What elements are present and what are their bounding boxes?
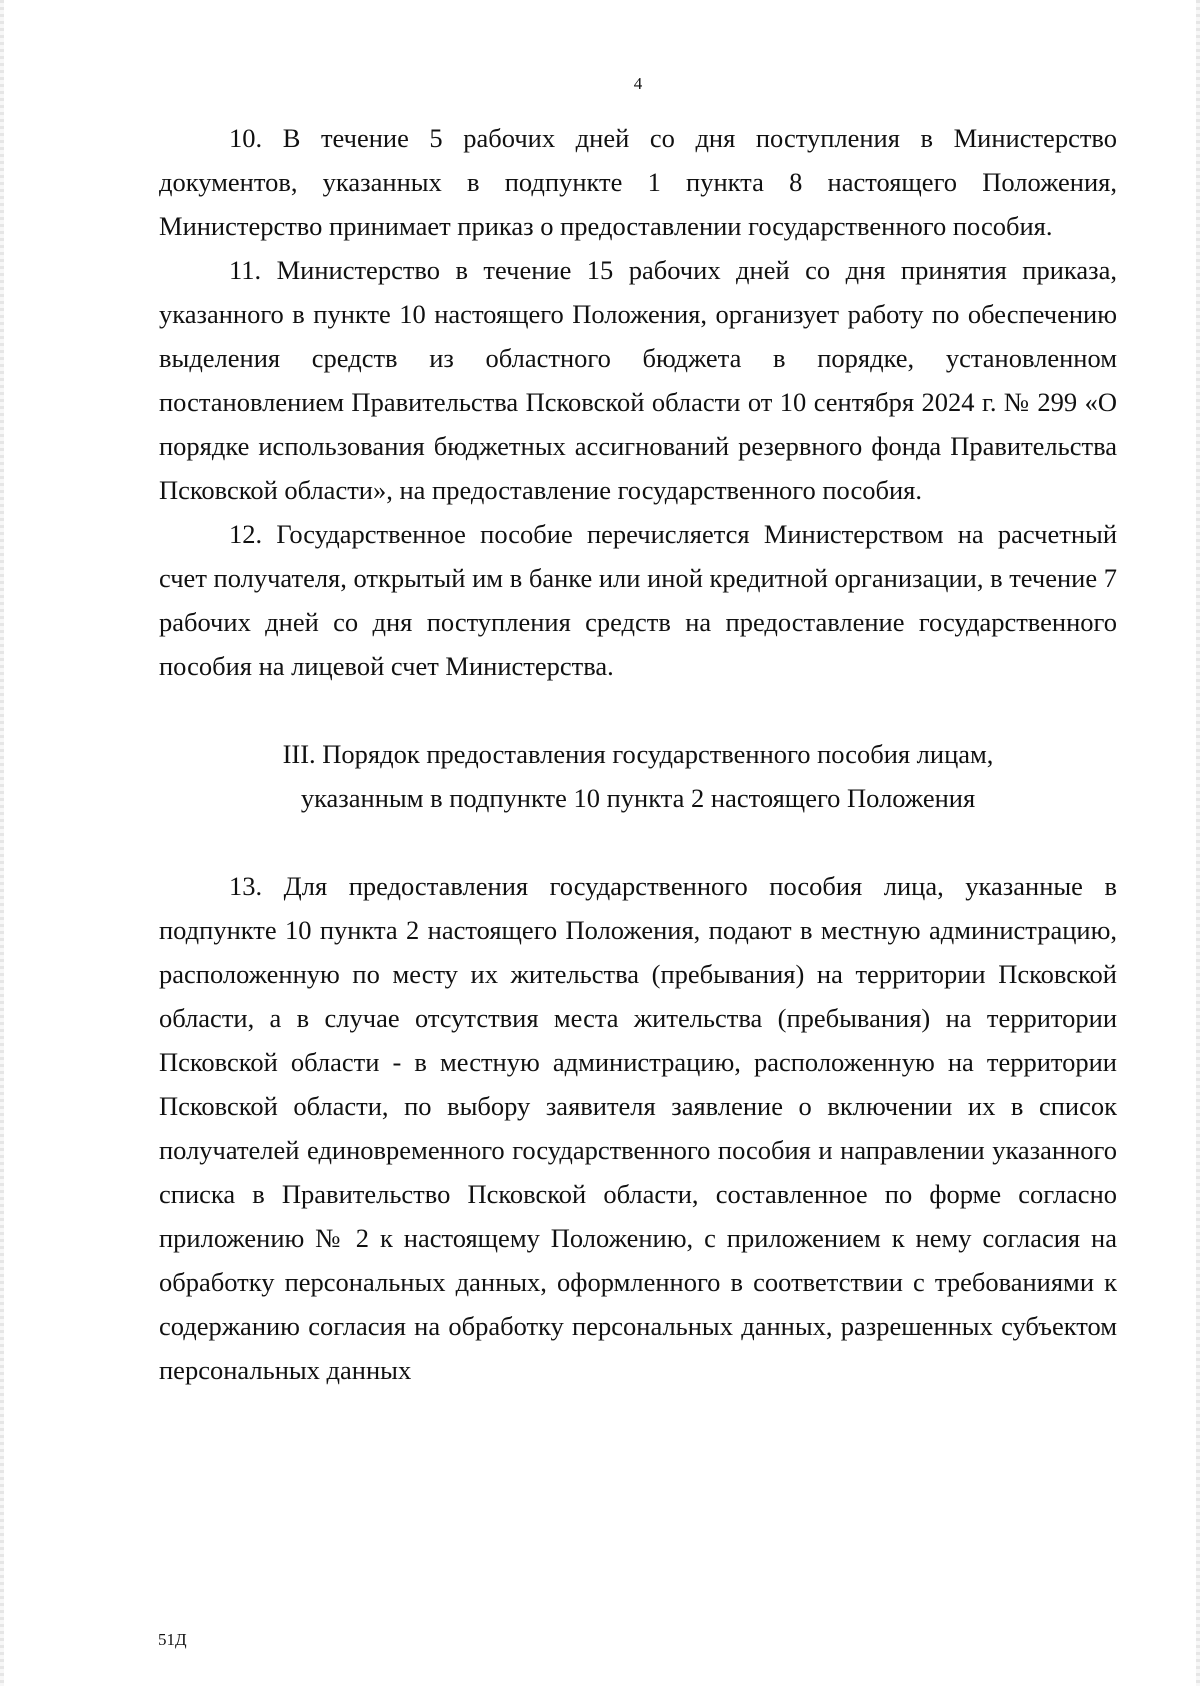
scan-edge-left [0,0,4,1686]
footer-document-code: 51Д [158,1630,187,1649]
section-heading-line-1: III. Порядок предоставления государственного пособия лицам, [282,739,994,769]
paragraph-13: 13. Для предоставления государственного пособия лица, указанные в подпункте 10 пункта 2 настоящего Положения, подают в местную администрацию, расположенную по месту их жительства (пребывания) на территории Псковской области, а в случае отсутствия места жительства (пребывания) на территории Псковской области - в местную администрацию, расположенную на территории Псковской области, по выбору заявителя заявление о включении их в список получателей единовременного государственного пособия и направлении указанного списка в Правительство Псковской области, составленное по форме согласно приложению № 2 к настоящему Положению, с приложением к нему согласия на обработку персональных данных, оформленного в соответствии с требованиями к содержанию согласия на обработку персональных данных, разрешенных субъектом персональных данных [159,871,1117,1385]
section-heading-line-2: указанным в подпункте 10 пункта 2 настоящего Положения [300,783,976,813]
paragraph-10: 10. В течение 5 рабочих дней со дня поступления в Министерство документов, указанных в подпункте 1 пункта 8 настоящего Положения, Министерство принимает приказ о предоставлении государственного пособия. [159,123,1117,241]
document-body [159,116,1117,1392]
page-number: 4 [633,74,643,93]
paragraph-12: 12. Государственное пособие перечисляется Министерством на расчетный счет получателя, открытый им в банке или иной кредитной организации, в течение 7 рабочих дней со дня поступления средств на предоставление государственного пособия на лицевой счет Министерства. [159,519,1117,681]
scan-edge-right [1196,0,1200,1686]
section-heading [159,732,1117,820]
paragraph-11: 11. Министерство в течение 15 рабочих дней со дня принятия приказа, указанного в пункте 10 настоящего Положения, организует работу по обеспечению выделения средств из областного бюджета в порядке, установленном постановлением Правительства Псковской области от 10 сентября 2024 г. № 299 «О порядке использования бюджетных ассигнований резервного фонда Правительства Псковской области», на предоставление государственного пособия. [159,255,1117,505]
